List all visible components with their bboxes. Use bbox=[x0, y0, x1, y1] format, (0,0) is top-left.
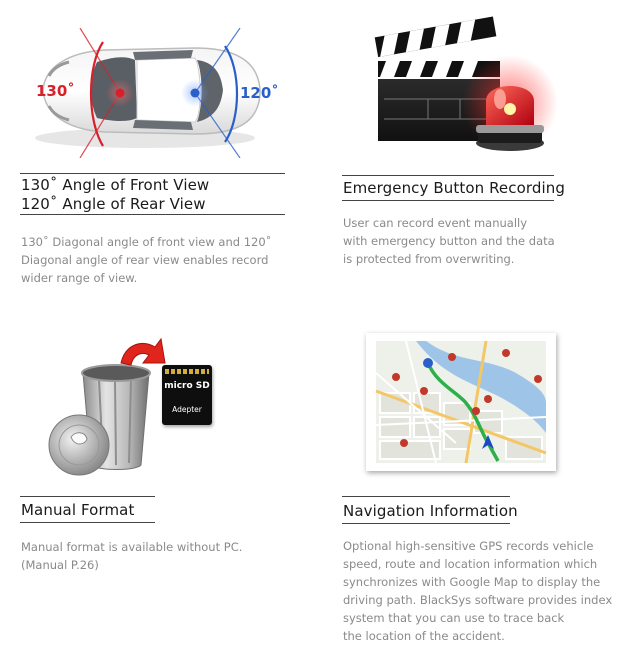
front-angle-label: 130˚ bbox=[36, 82, 75, 100]
navigation-title: Navigation Information bbox=[343, 502, 518, 520]
navigation-description: Optional high-sensitive GPS records vehicle speed, route and location information which synchronizes with Google Map to display the driving path. BlackSys software provides index system that you can use to trace back the location of the accident. bbox=[343, 539, 613, 643]
rear-angle-label: 120˚ bbox=[240, 84, 279, 102]
sd-card-label-top: micro SD bbox=[164, 381, 210, 391]
clapperboard-siren-icon bbox=[370, 15, 560, 160]
angle-title-rule-top bbox=[20, 173, 285, 174]
format-title: Manual Format bbox=[21, 501, 135, 519]
emergency-title: Emergency Button Recording bbox=[343, 179, 566, 197]
angle-description: 130˚ Diagonal angle of front view and 120˚ Diagonal angle of rear view enables record wider range of view. bbox=[21, 235, 272, 285]
emergency-title-rule-bottom bbox=[342, 200, 554, 201]
format-title-rule-top bbox=[20, 496, 155, 497]
emergency-description: User can record event manually with emergency button and the data is protected from overwriting. bbox=[343, 216, 555, 266]
trash-can-icon bbox=[45, 333, 175, 488]
format-description: Manual format is available without PC. (Manual P.26) bbox=[21, 540, 243, 572]
angle-title-rule-bottom bbox=[20, 214, 285, 215]
emergency-title-rule-top bbox=[342, 175, 554, 176]
map-icon bbox=[366, 333, 556, 471]
format-title-rule-bottom bbox=[20, 522, 155, 523]
angle-title-line1: 130˚ Angle of Front View bbox=[21, 176, 210, 194]
navigation-title-rule-top bbox=[342, 496, 510, 497]
sd-card-label-bottom: Adepter bbox=[172, 405, 202, 414]
angle-title-line2: 120˚ Angle of Rear View bbox=[21, 195, 206, 213]
navigation-title-rule-bottom bbox=[342, 523, 510, 524]
map-frame bbox=[366, 333, 556, 471]
microsd-adapter-icon bbox=[162, 365, 212, 425]
